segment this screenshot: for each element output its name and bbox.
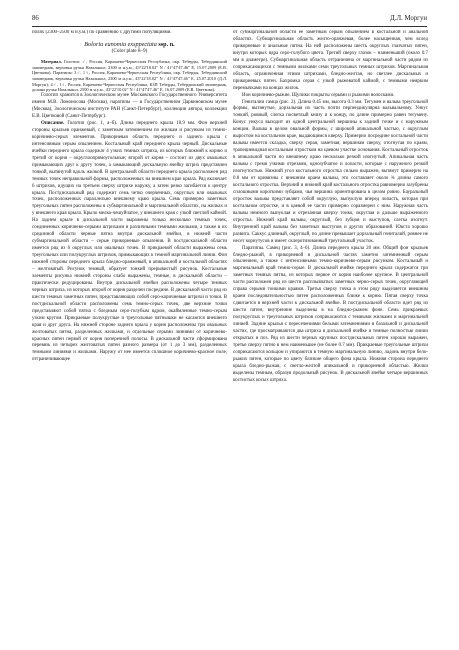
genitalia-paragraph: Гениталии самца (рис. 2). Длина 0.45 мм, высота 0.3 мм. Тегумен и вальва треугольной формы, вытянутые, дорзальная их часть почти перпендикулярна вальвальному. Ункус тонкий, ровный, слегка посветлый книзу и к концу, по длине примерно равен тегумену. Конус ункуса выходит из одной центральной вершины к задний точке и с наружным концом. Вальва в целом овальной формы, с широкой апикальной частью, с округлым выростом на костальном крае, выдающимся кверху. Примерно посредине костальной части вальвы имеется складка, сверху серая, заметная, вершинам сверху, отогнутая по краям, трапециевидная костальным отростком на цаевом участке основания. Костальный отросток в апикальной части по внешнему краю несколько резкой изогнутый. Апикальная часть вальвы с тремя узкими отрезами, однозубчатое и лопасти, которые с наружного резкой изогнутостью. Нижний угол костального отростка сильно выражен, вытянут примерно на 0.8 мм от кривизны с внешним краем вальвы, это составляет около ¾ длины самого костального отростка. Верхний и нижний край костального отростка равномерно зазубрены сплошными короткими зубцами, чья вершина ориентирована в целом ровно. Бауральный отросток вальвы представляет собой округлую, выпуклую вперед лопасть, которая при костальном отростке, и в цаевой ее части примерно соразмерен с ним. Наружная часть вальвы немного выпуклая и отрезанная кверху тонко, округлая и дальше выраженного отростка. Нижний край вальвы, округлый, без зубцов и выступов, слегка изогнут. Внутренний край вальвы без заметных выступов и других образований. Юкста хорошо развита. Саккус длинный, округлый, по длине превышает дорзальный гениталий, ровнее не несет корнутусов и имеет склеротизованный треугольный участок. [233,99,428,244]
taxon-name: Boloria eunomia exsppectata [84,40,157,48]
description-text: Голотип (рис. 1, а–б). Длина переднего крыла 18.9 мм. Фон верхней стороны крыльев оранжевый, с заметным затемнением по жилкам и рисунком из темно-коричнево-серых элементов. Прикорневая область переднего и заднего крыла с интенсивным серым опылением. Костальный край переднего крыла черный. Дискальные ячейки переднего крыла содержат 4 узких темных штриха, из которых ближний к корню и третий от корня – округлоопрямоугольные; второй от корня – состоит из двух овальных примыкающих друг к другу точек, а замыкающий дискальную ячейку штрих представлен тонкой, вытянутой вдоль жилкой. В центральной области переднего крыла расположен ряд темных точек неправильной формы, расположенных на внешнем крае крыла. Ряд включает 6 штрихов, идущих на третьем сверху штрихе наружу, а затем резко загибается к центру крыла. Постдискальный ряд содержит семь четко очерченных, округлых или овальных точек, расположенных параллельно внешнему краю крыла. Семь примерно заметных треугольных пятен расположены в субмаргинальной и маргинальной областях, на жилках и у внешнего края крыла. Крыло мелко-чешуйчатое, у внешнего края с узкой светлой каймой. На заднем крыле в дискальной части выражены только несколько темных точек, соединенных коричнево-серыми штрихами и различными темными жилками, а также в их срединной области черные пятна внутри дискальной ячейки, в нижней части субмаргинальной области – серые прикорневые опыления. В постдискальной области имеется ряд из 6 округлых или овальных точек. В прикраевой области выражены семь треугольных или полукруглых штрихов, примыкающих к темной маргинальной линии. Фон нижней стороны переднего крыла бледно-оранжевый, в апикальной и костальной областях – желтоватый. Рисунок темный, образует тонкий прерывистый рисунок. Костальные элементы рисунка нижней стороны слабо выражены, темные, в дискальной области – практически редуцированы. Внутри дискальной ячейки расположены четыре темных черных штриха, из которых второй от корня разделен посредине. В дискальной части ряд из шести темных заметных пятен, представляющих собой серо-коричневые штрихи и точки. В постдискальной области расположены семь темно-серых точек, две верхние точки представляют собой пятна с бледным серо-голубым ядром, окаймленные темно-серым узким кругом. Прикраевые полукруглые и треугольные пятнышки не касаются внешнего края и друг друга. На нижней стороне заднего крыла у корня расположены три овальных желтоватых пятна, разделенных жилками, и отдельные серыми линиями от коричнево-красных пятен первой от корня поперечной полосы. В дискальной части сформирована перевязь из четырех желтоватых пятен разного размера (от 1 до 3 мм), разделенных темными линиями и жилками. Наружу от нее имеется сплошное коричнево-красное поле, отграничивающее [32,120,227,363]
description-paragraph [32,121,227,364]
description-label: Описание. [41,120,65,126]
taxon-heading [32,41,227,56]
material-paragraph [32,59,227,93]
plate-reference: (Color plate 8–9) [111,48,148,55]
running-head [32,12,427,24]
header-rule [32,26,427,27]
holotype-storage-paragraph: Голотип хранится в Зоологическом музее Московского Государственного Университета имени М.В. Ломоносова (Москва), паратипы — в Государственном Дарвиновском музее (Москва), Зоологическом институте РАН (Санкт-Петербург), коллекции автора, коллекции Е.В. Цветковой (Санкт-Петербург). [32,93,227,120]
continuation-paragraph: от субмаргинальной области ее заметным серым опылением в костальной и анальной областях. Субмаргинальная область желто-оранжевая, более насыщенная, чем вслед прикорневые и анальные пятна. На ней расположены шесть округлых глазчатых пятен, внутри которых ядра серо-голубого цвета. Третий сверху глазок – наименьший (около 0.7 мм в диаметре). Субмаргинальная область отграничена от маргинальной части рядом из соприкасающихся с темными жилками семи треугольных темных штрихов. Маргинальная область, ограниченная этими штрихами, бледно-желтая, но светлее дискальных и прикорневых пятен. Бахромка серая с узкой рыжеватой каймой, с темными неярким перемычками на концах жилок. [233,30,428,91]
right-column [233,30,428,630]
head-paragraph: Ион коричнево-рыжие. Щупики покрыты серыми и рыжими волосками. [242,92,395,98]
running-head-author: Д.Л. Моргун [390,14,427,22]
material-label: Материал. [41,58,62,64]
material-text: Голотип: ♂, Россия, Карачаево-Черкесская Республика, окр. Теберды, Тебердинский заповедник, верховья ручья Назалыкол, 2300 м н.у.м., 43°22'18.02" N / 41°47'47.46" E, 15.07.2009 (Е.В. Цветкова). Паратипы: 3♂, 1♀, Россия, Карачаево-Черкесская Республика, окр. Теберды, Тебердинский заповедник, верховья ручья Назалыкол, 2300 м н.у.м., 43°22'18.02" N / 41°47'47.46" E, 25.07.2010 (Д.Л. Моргун); 4♂, 1♀, Россия, Карачаево-Черкесская Республика, КЗП Теберды, Тебердинский заповедник, долина ручья Назалыкол, 2500 м н.у.м., 43°22'10.02" N / 41°47'47.46" E, 16.07.2009 (Е.В. Цветкова). [32,58,227,93]
taxon-status: ssp. n. [158,40,175,48]
left-column [32,30,227,630]
opening-paragraph: полях (2300–2500 м н.у.м.) по сравнению с другими популяциями. [32,30,172,35]
page-number: 86 [32,14,39,22]
paratypes-paragraph: Паратипы. Самец (рис. 3, 4–6). Длина переднего крыла 20 мм. Общий фон крыльев бледно-рыжий, в прикорневой и дискальной частях заметно затемненный серым опылением, а также с интенсивными темно-коричнево-серым рисунком. Костальный и маргинальный край темно-серые. В дискальной ячейке переднего крыла содержатся три заметных темных пятна, из которых первое от корня наиболее крупное. В центральной части расположен ряд из шести расплывчатых заметных черно-серых точек, округляющей справа серыми тонкими краями. Третья сверху точка в этом ряду выделяется внешним краем последовательностью пятен расположенных ближе к корню. Пятая сверху точка сдвигается в верхней части к дискальной ячейке. В постдискальной области идет ряд из шести пятен, внутренние выделены в на бледно-рыжем фоне. Семь прикраевых полукруглых и треугольных штрихов соприкасаются с темными жилками и маргинальной линией. Задние крылья с пересечениями белыми затемнениями в базальной и дискальной частях, где просматриваются два штриха в дискальной ячейке и темные полностью линии открытых и поз. Ряд из шести черных крупных постдискальных пятен хорошо выражен, третье сверху пятно в нем наименьшее (не более 0.7 мм). Прикраевые треугольные штрихи соприкасаются кольцом и упираются в темную маргинальную линию, ладонь внутри бело-рыжих пятен, которые по цвету близкие общего фона крыла. Нижняя сторона переднего крыла бледно-рыжая, с светло-желтой апикальной и прикорневой областью. Жилки выделены темным, образуя продольный рисунок. В дискальной ячейке четыре вершинных костистых косых штриха. [233,245,428,383]
